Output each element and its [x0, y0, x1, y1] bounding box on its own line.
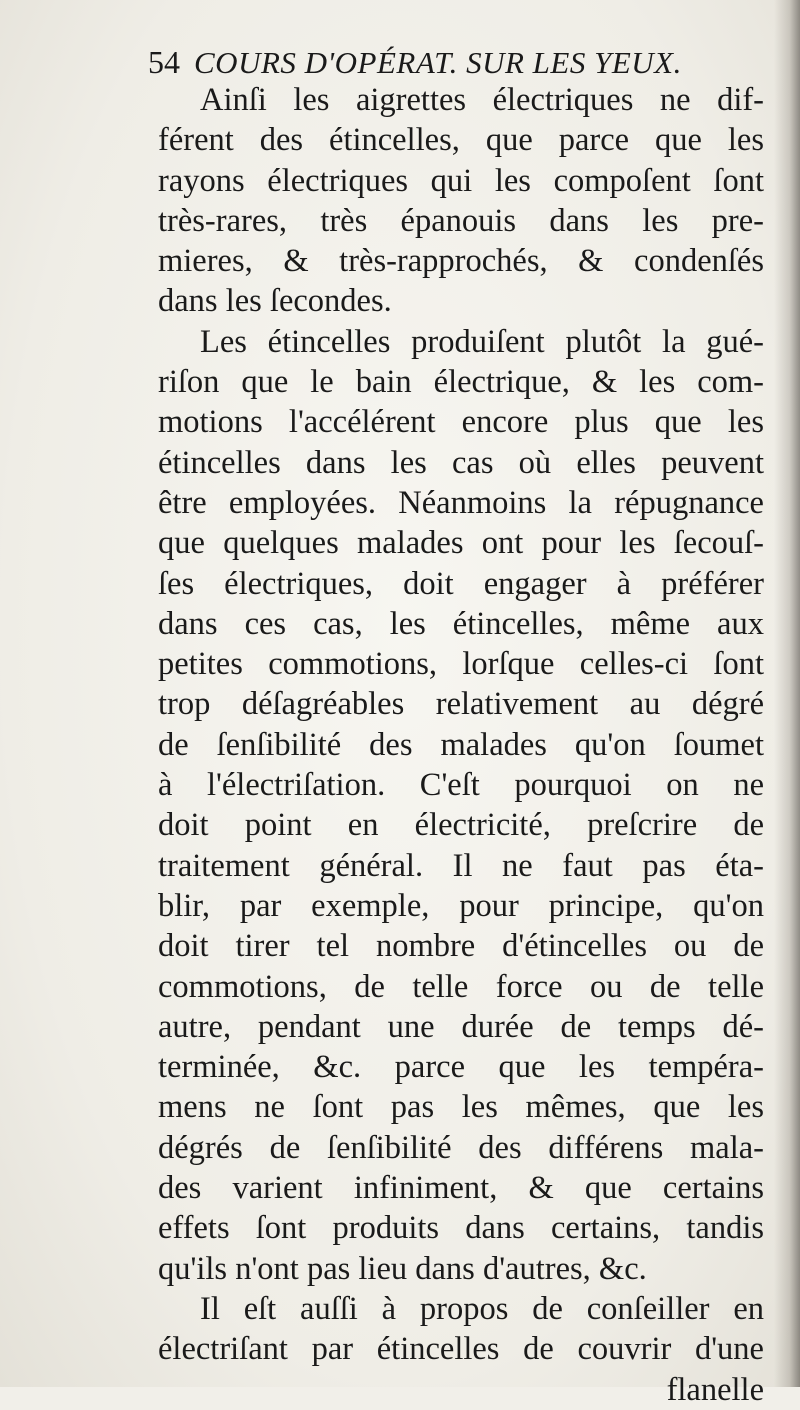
text-line: riſon que le bain électrique, & les com- [158, 364, 764, 401]
text-line: des varient infiniment, & que certains [158, 1170, 764, 1207]
text-line: mieres, & très-rapprochés, & condenſés [158, 243, 764, 280]
text-line: qu'ils n'ont pas lieu dans d'autres, &c. [158, 1250, 647, 1287]
page-number: 54 [148, 44, 180, 80]
text-line: autre, pendant une durée de temps dé- [158, 1008, 764, 1045]
text-line: étincelles dans les cas où elles peuvent [158, 444, 764, 481]
text-line: être employées. Néanmoins la répugnance [158, 484, 764, 521]
text-line: doit tirer tel nombre d'étincelles ou de [158, 928, 764, 965]
text-line: de ſenſibilité des malades qu'on ſoumet [158, 726, 764, 763]
body-text [158, 80, 764, 1410]
text-line: férent des étincelles, que parce que les [158, 122, 764, 159]
text-line: traitement général. Il ne faut pas éta- [158, 847, 764, 884]
text-line: trop déſagréables relativement au dégré [158, 686, 764, 723]
text-line: rayons électriques qui les compoſent ſont [158, 162, 764, 199]
text-line: terminée, &c. parce que les tempéra- [158, 1049, 764, 1086]
page-header [148, 38, 758, 86]
text-line: Ainſi les aigrettes électriques ne dif- [200, 82, 764, 118]
text-line: très-rares, très épanouis dans les pre- [158, 202, 764, 239]
text-line: doit point en électricité, preſcrire de [158, 807, 764, 844]
text-line: mens ne ſont pas les mêmes, que les [158, 1089, 764, 1126]
text-line: effets ſont produits dans certains, tandis [158, 1210, 764, 1247]
text-line: petites commotions, lorſque celles-ci ſont [158, 646, 764, 683]
text-line: motions l'accélérent encore plus que les [158, 404, 764, 441]
text-line: blir, par exemple, pour principe, qu'on [158, 887, 764, 924]
catchword: flanelle [666, 1371, 764, 1408]
text-line: dans les ſecondes. [158, 283, 392, 320]
text-line: électriſant par étincelles de couvrir d'une [158, 1331, 764, 1368]
text-line: à l'électriſation. C'eſt pourquoi on ne [158, 767, 764, 804]
text-line: dégrés de ſenſibilité des différens mala- [158, 1129, 764, 1166]
text-line: dans ces cas, les étincelles, même aux [158, 605, 764, 642]
text-line: Les étincelles produiſent plutôt la gué- [200, 323, 764, 360]
text-line: ſes électriques, doit engager à préférer [158, 565, 764, 602]
text-line: Il eſt auſſi à propos de conſeiller en [200, 1290, 764, 1327]
page-edge-shadow [774, 0, 800, 1387]
text-line: que quelques malades ont pour les ſecouſ- [158, 525, 764, 562]
running-title: COURS D'OPÉRAT. SUR LES YEUX. [194, 45, 682, 80]
text-line: commotions, de telle force ou de telle [158, 968, 764, 1005]
